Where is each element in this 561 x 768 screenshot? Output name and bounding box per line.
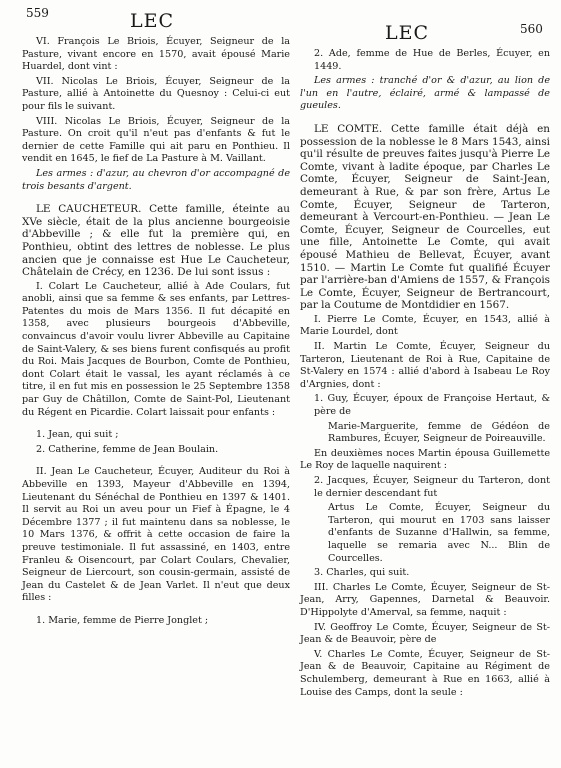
running-head-left: LEC [130,10,175,32]
arms-paragraph: Les armes : tranché d'or & d'azur, au lion de l'un en l'autre, éclairé, armé & lampassé de gueules. [300,75,550,112]
paragraph: II. Jean Le Caucheteur, Écuyer, Auditeur du Roi à Abbeville en 1393, Mayeur d'Abbeville en 1394, Lieutenant du Sénéchal de Ponthieu en 1397 & 1401. Il servit au Roi un aveu pour un Fief à Épagne, le 4 Décembre 1377 ; il fut maintenu dans sa noblesse, le 10 Mars 1376, & offrit à cette occasion de faire la preuve testimoniale. Il fut assassiné, en 1403, entre Franleu & Oisencourt, par Colart Coulars, Chevalier, Seigneur de Liercourt, son cousin-germain, assisté de Jean du Castelet & de Jean Varlet. Il n'eut que deux filles : [22,466,290,604]
list-item: 1. Guy, Écuyer, époux de Françoise Hertaut, & père de [314,393,550,418]
paragraph: I. Pierre Le Comte, Écuyer, en 1543, allié à Marie Lourdel, dont [300,313,550,338]
paragraph: VIII. Nicolas Le Briois, Écuyer, Seigneur de la Pasture. On croit qu'il n'eut pas d'enfants & fut le dernier de cette Famille qui ait paru en Ponthieu. Il vendit en 1645, le fief de La Pasture à M. Vaillant. [22,115,290,165]
arms-paragraph: Les armes : d'azur, au chevron d'or accompagné de trois besants d'argent. [22,167,290,192]
list-item: Artus Le Comte, Écuyer, Seigneur du Tarteron, qui mourut en 1703 sans laisser d'enfants de Suzanne d'Hallwin, sa femme, laquelle se remaria avec N... Blin de Courcelles. [328,502,550,564]
left-column [22,36,290,630]
paragraph: II. Martin Le Comte, Écuyer, Seigneur du Tarteron, Lieutenant de Roi à Rue, Capitaine de St-Valery en 1574 : allié d'abord à Isabeau Le Roy d'Argnies, dont : [300,341,550,390]
list-item: 1. Marie, femme de Pierre Jonglet ; [36,614,209,626]
paragraph: IV. Geoffroy Le Comte, Écuyer, Seigneur de St-Jean & de Beauvoir, père de [300,621,550,646]
list-item: 2. Ade, femme de Hue de Berles, Écuyer, en 1449. [314,48,550,72]
list-item: 1. Jean, qui suit ; [36,429,119,441]
running-head-right: LEC [385,22,430,44]
family-entry: LE CAUCHETEUR. Cette famille, éteinte au XVe siècle, était de la plus ancienne bourgeoisie d'Abbeville ; & elle fut la première qui, en Ponthieu, obtint des lettres de noblesse. Le plus ancien que je connaisse est Hue Le Caucheteur, Châtelain de Crécy, en 1236. De lui sont issus : [22,203,290,279]
paragraph: I. Colart Le Caucheteur, allié à Ade Coulars, fut anobli, ainsi que sa femme & ses enfants, par Lettres-Patentes du mois de Mars 1356. Il fut décapité en 1358, avec plusieurs bourgeois d'Abbeville, convaincus d'avoir voulu livrer Abbeville au Capitaine de Saint-Valery, & ses biens furent confisqués au profit du Roi. Mais Jacques de Bourbon, Comte de Ponthieu, dont Colart était le vassal, les ayant réclamés à ce titre, il en fut mis en possession le 25 Septembre 1358 par Guy de Châtillon, Comte de Saint-Pol, Lieutenant du Régent en Picardie. Colart laissait pour enfants : [22,280,290,418]
page-number-left: 559 [26,6,49,20]
family-entry: LE COMTE. Cette famille était déjà en possession de la noblesse le 8 Mars 1543, ainsi qu'il résulte de preuves faites jusqu'à Pierre Le Comte, vivant à ladite époque, par Charles Le Comte, Écuyer, Seigneur de Saint-Jean, demeurant à Rue, & par son frère, Artus Le Comte, Écuyer, Seigneur de Tarteron, demeurant à Vercourt-en-Ponthieu. — Jean Le Comte, Écuyer, Seigneur de Courcelles, eut une fille, Antoinette Le Comte, qui avait épousé Mathieu de Bellevat, Écuyer, avant 1510. — Martin Le Comte fut qualifié Écuyer par l'arrière-ban d'Amiens de 1557, & François Le Comte, Écuyer, Seigneur de Bertrancourt, par la Coutume de Montdidier en 1567. [300,122,550,312]
paragraph: VI. François Le Briois, Écuyer, Seigneur de la Pasture, vivant encore en 1570, avait épousé Marie Huardel, dont vint : [22,36,290,73]
list-item: Marie-Marguerite, femme de Gédéon de Rambures, Écuyer, Seigneur de Poireauville. [328,420,550,445]
list-item: 2. Jacques, Écuyer, Seigneur du Tarteron, dont le dernier descendant fut [314,475,550,499]
list-item: 3. Charles, qui suit. [314,567,410,579]
paragraph: VII. Nicolas Le Briois, Écuyer, Seigneur de la Pasture, allié à Antoinette du Quesnoy : Celui-ci eut pour fils le suivant. [22,75,290,112]
paragraph: V. Charles Le Comte, Écuyer, Seigneur de St-Jean & de Beauvoir, Capitaine au Régiment de Schulemberg, demeurant à Rue en 1663, allié à Louise des Camps, dont la seule : [300,648,550,698]
page-number-right: 560 [520,22,543,36]
paragraph: En deuxièmes noces Martin épousa Guillemette Le Roy de laquelle naquirent : [300,447,550,472]
list-item: 2. Catherine, femme de Jean Boulain. [36,443,219,455]
right-column [300,48,550,701]
paragraph: III. Charles Le Comte, Écuyer, Seigneur de St-Jean, Arry, Gapennes, Darnetal & Beauvoir. D'Hippolyte d'Amerval, sa femme, naquit : [300,581,550,618]
